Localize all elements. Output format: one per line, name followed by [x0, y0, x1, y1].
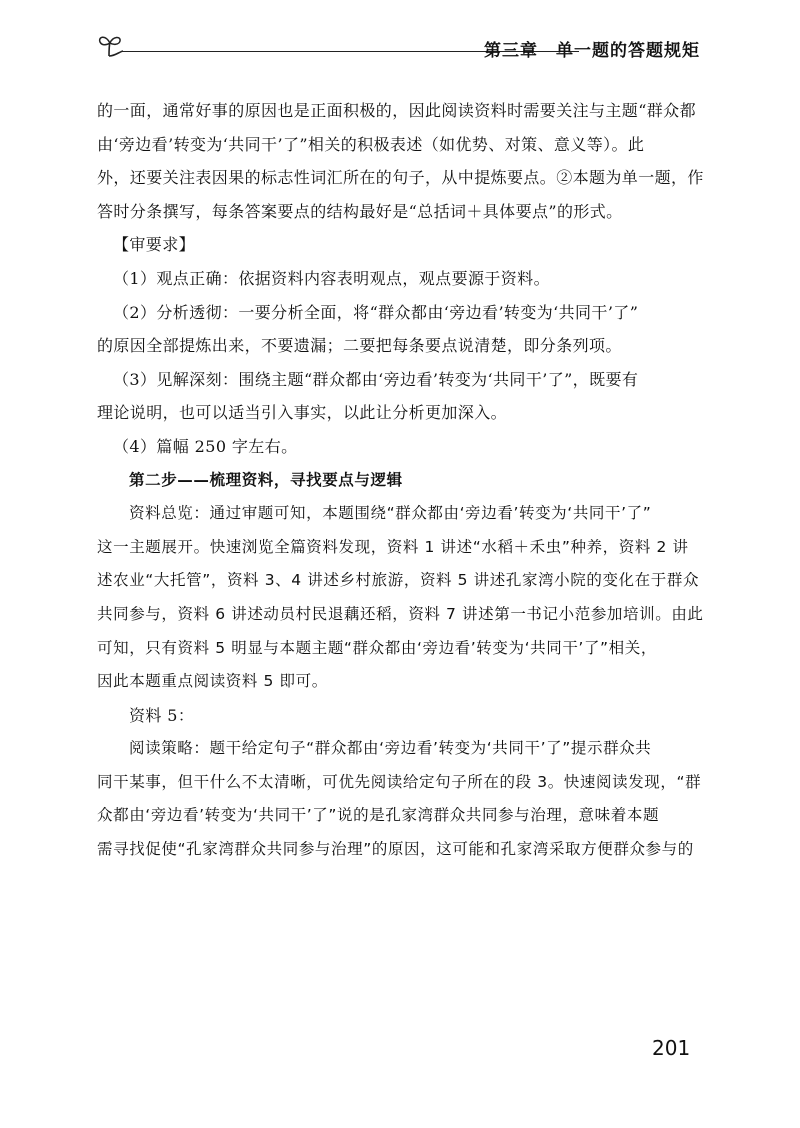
- body-line: 外，还要关注表因果的标志性词汇所在的句子，从中提炼要点。②本题为单一题，作: [97, 168, 704, 188]
- body-line: 可知，只有资料 5 明显与本题主题“群众都由‘旁边看’转变为‘共同干’了”相关，: [97, 638, 657, 657]
- requirement-item: （1）观点正确：依据资料内容表明观点，观点要源于资料。: [113, 268, 550, 288]
- body-line: 需寻找促使“孔家湾群众共同参与治理”的原因，这可能和孔家湾采取方便群众参与的: [97, 840, 694, 859]
- chapter-title: 第三章 单一题的答题规矩: [484, 41, 700, 61]
- body-line: 资料总览：通过审题可知，本题围绕“群众都由‘旁边看’转变为‘共同干’了”: [129, 504, 652, 523]
- body-line: 同干某事，但干什么不太清晰，可优先阅读给定句子所在的段 3。快速阅读发现，“群: [97, 772, 702, 791]
- requirement-item: （4）篇幅 250 字左右。: [113, 436, 298, 456]
- page-number: 201: [652, 1036, 691, 1060]
- sprout-icon: [95, 30, 125, 60]
- body-line: 答时分条撰写，每条答案要点的结构最好是“总括词＋具体要点”的形式。: [97, 201, 623, 221]
- body-line: 众都由‘旁边看’转变为‘共同干’了”说的是孔家湾群众共同参与治理，意味着本题: [97, 806, 660, 825]
- page-body: [97, 94, 704, 867]
- body-line: 的一面，通常好事的原因也是正面积极的，因此阅读资料时需要关注与主题“群众都: [97, 101, 696, 120]
- body-line: 共同参与，资料 6 讲述动员村民退藕还稻，资料 7 讲述第一书记小范参加培训。由此: [97, 604, 704, 623]
- material-label: 资料 5：: [129, 705, 195, 725]
- step-heading: 第二步——梳理资料，寻找要点与逻辑: [129, 470, 403, 489]
- body-line: 理论说明，也可以适当引入事实，以此让分析更加深入。: [97, 403, 508, 423]
- running-header: [95, 30, 700, 66]
- body-line: 由‘旁边看’转变为‘共同干’了”相关的积极表述（如优势、对策、意义等）。此: [97, 134, 645, 154]
- body-line: 的原因全部提炼出来，不要遗漏；二要把每条要点说清楚，即分条列项。: [97, 336, 622, 356]
- body-line: 这一主题展开。快速浏览全篇资料发现，资料 1 讲述“水稻＋禾虫”种养，资料 2 讲: [97, 537, 689, 556]
- body-line: 述农业“大托管”，资料 3、4 讲述乡村旅游，资料 5 讲述孔家湾小院的变化在于群众: [97, 571, 700, 590]
- body-line: 因此本题重点阅读资料 5 即可。: [97, 672, 328, 691]
- requirement-item: （2）分析透彻：一要分析全面，将“群众都由‘旁边看’转变为‘共同干’了”: [113, 302, 639, 322]
- body-line: 阅读策略：题干给定句子“群众都由‘旁边看’转变为‘共同干’了”提示群众共: [129, 739, 652, 758]
- requirement-item: （3）见解深刻：围绕主题“群众都由‘旁边看’转变为‘共同干’了”，既要有: [113, 369, 639, 389]
- section-label-requirements: 【审要求】: [113, 235, 196, 255]
